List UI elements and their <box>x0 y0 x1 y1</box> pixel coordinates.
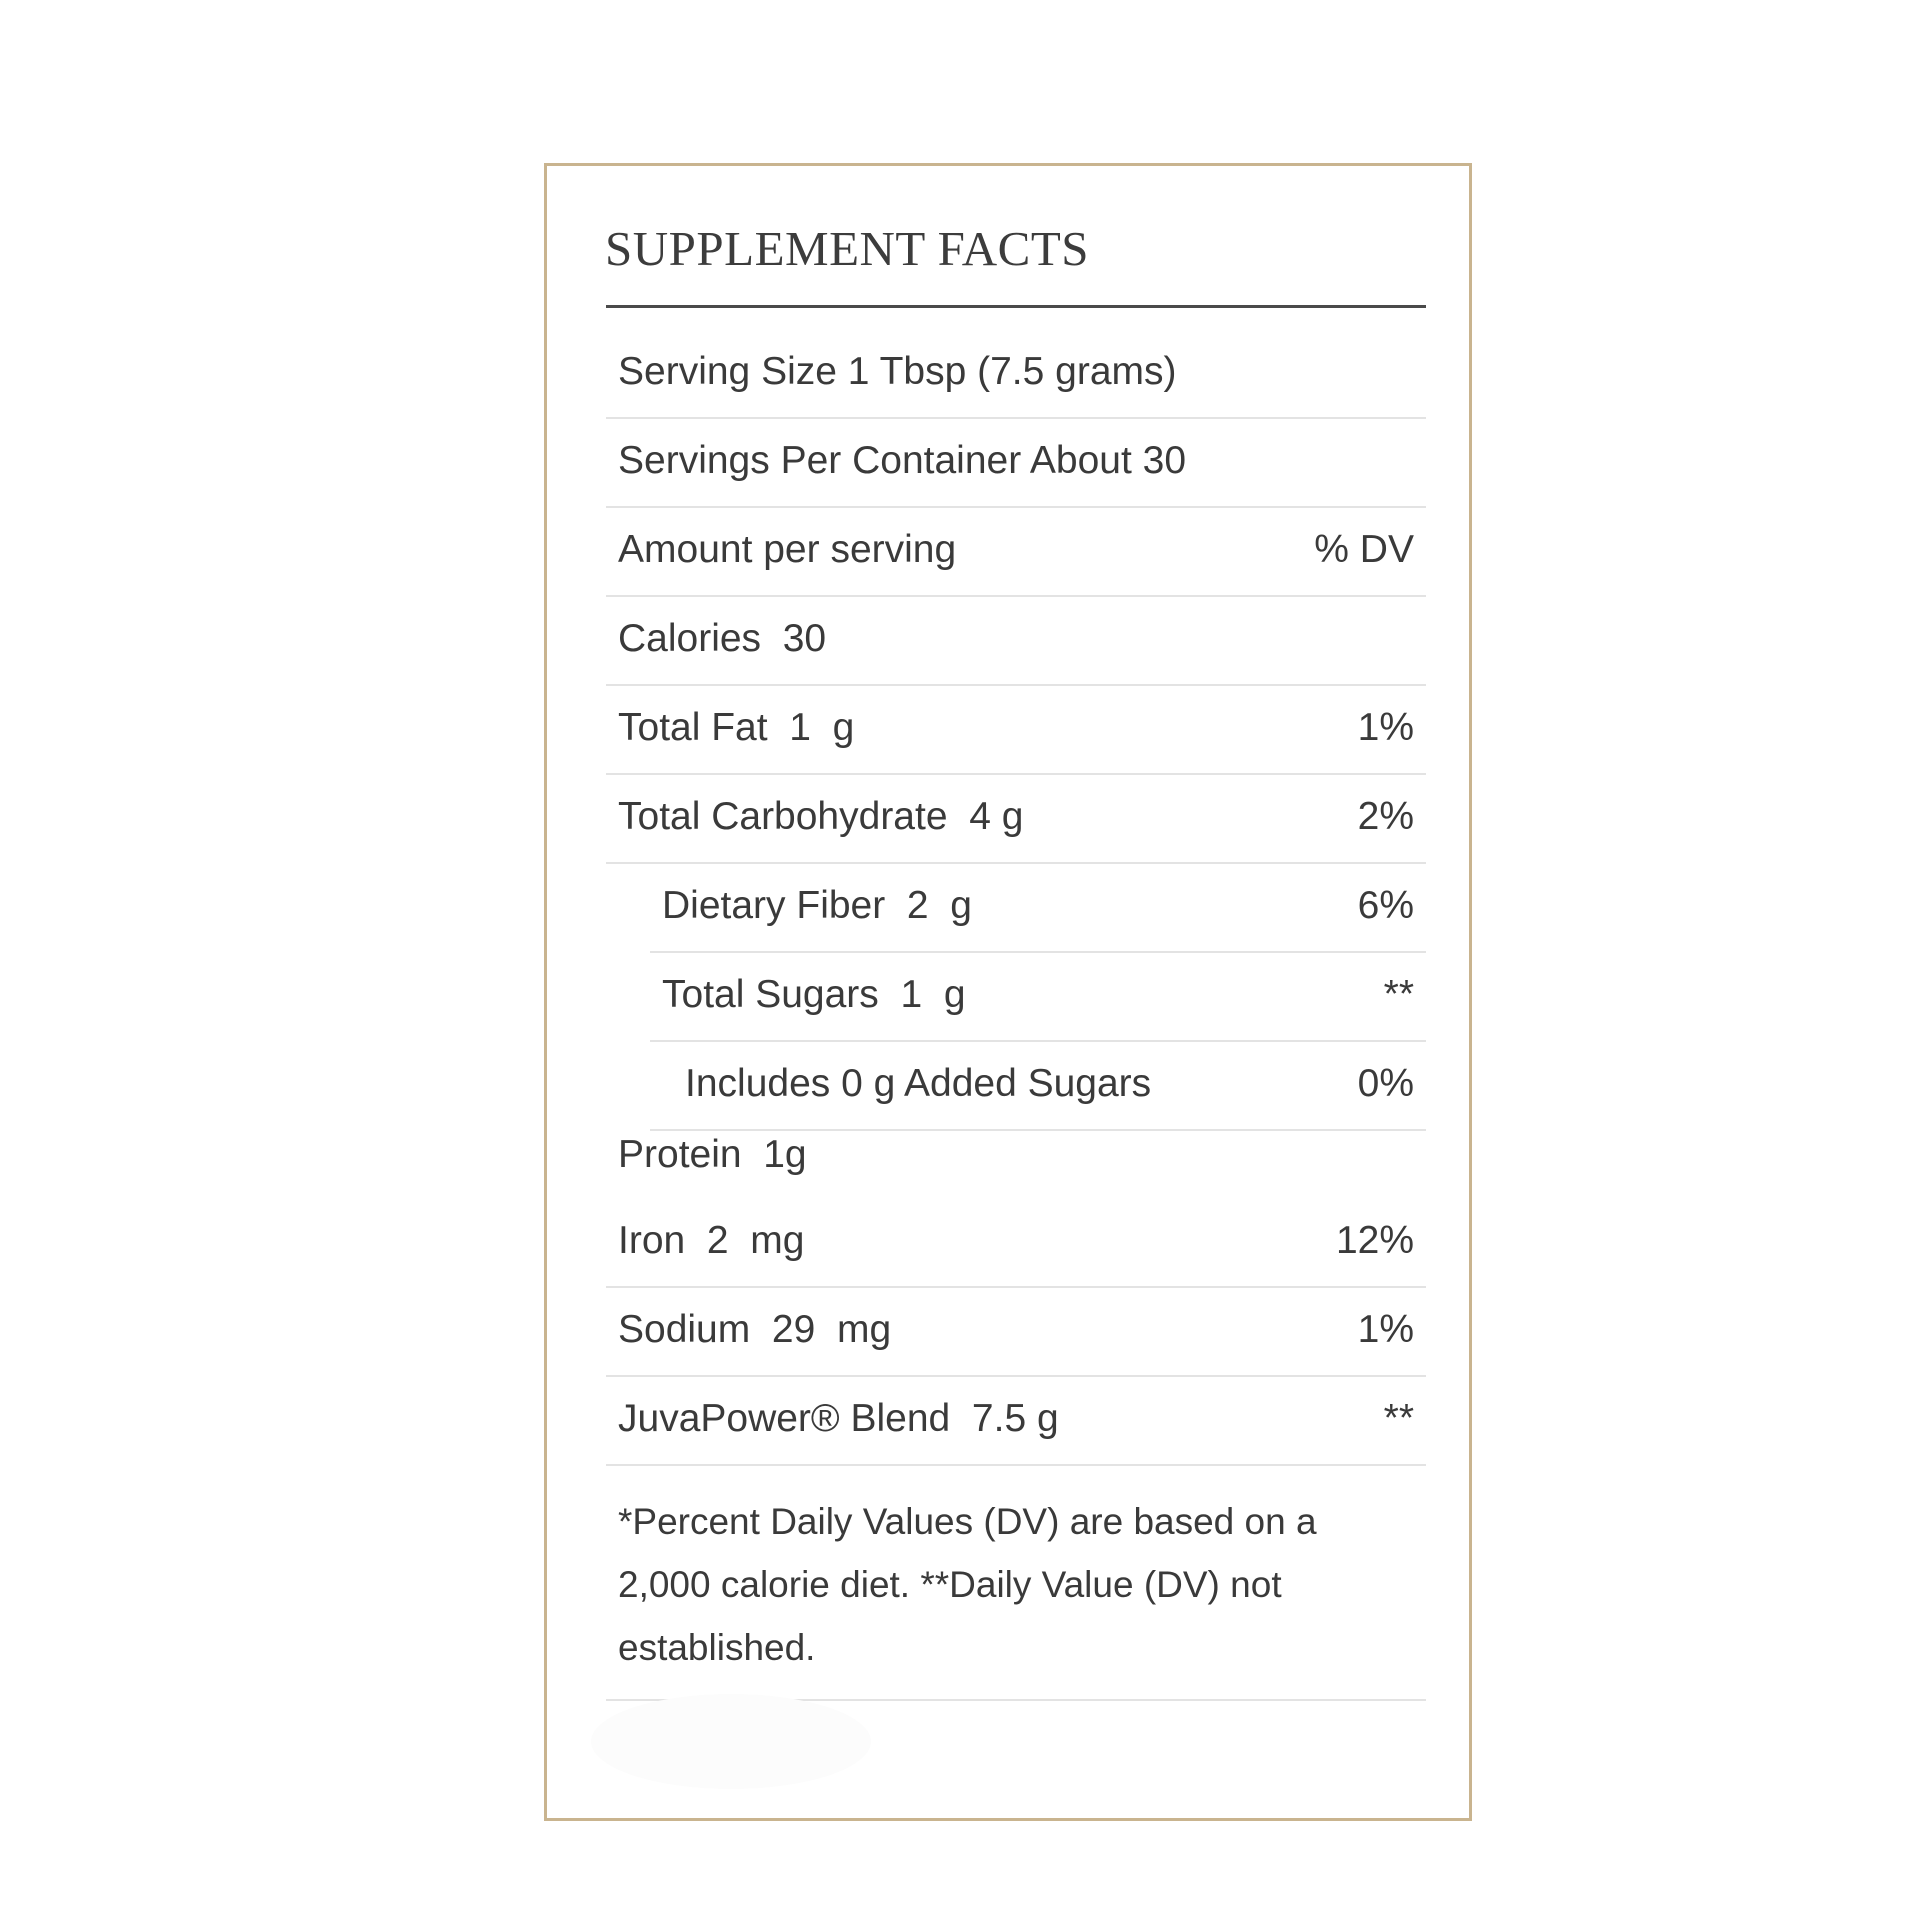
row-servings-per-container <box>606 419 1426 508</box>
row-label: Calories 30 <box>618 617 827 660</box>
row-total-sugars <box>650 953 1426 1042</box>
faint-smudge <box>591 1694 871 1789</box>
row-added-sugars <box>650 1042 1426 1131</box>
row-label: Dietary Fiber 2 g <box>662 884 972 927</box>
row-dv <box>1414 480 1426 506</box>
row-dv <box>1414 658 1426 684</box>
row-amount-header <box>606 508 1426 597</box>
dv-header: % DV <box>1314 528 1414 571</box>
row-sodium <box>606 1288 1426 1377</box>
row-label: Total Sugars 1 g <box>662 973 966 1016</box>
row-total-carbohydrate <box>606 775 1426 864</box>
row-label: Protein 1g <box>618 1133 807 1176</box>
row-label: Servings Per Container About 30 <box>618 439 1187 482</box>
row-dv: 1% <box>1357 706 1414 749</box>
row-dv: 6% <box>1357 884 1414 927</box>
row-label: Iron 2 mg <box>618 1219 805 1262</box>
row-protein <box>606 1131 1426 1200</box>
row-dv: 0% <box>1357 1062 1414 1105</box>
row-dv: ** <box>1383 973 1414 1016</box>
row-label: Sodium 29 mg <box>618 1308 892 1351</box>
row-label: Includes 0 g Added Sugars <box>685 1062 1152 1105</box>
row-label: Total Carbohydrate 4 g <box>618 795 1024 838</box>
row-calories <box>606 597 1426 686</box>
footnote: *Percent Daily Values (DV) are based on a 2,000 calorie diet. **Daily Value (DV) not established. <box>606 1466 1426 1701</box>
panel-title: SUPPLEMENT FACTS <box>605 221 1090 276</box>
row-juvapower-blend <box>606 1377 1426 1466</box>
row-serving-size <box>606 308 1426 419</box>
row-dv: ** <box>1383 1397 1414 1440</box>
row-label: JuvaPower® Blend 7.5 g <box>618 1397 1059 1440</box>
row-dv: 2% <box>1357 795 1414 838</box>
row-label: Serving Size 1 Tbsp (7.5 grams) <box>618 350 1177 393</box>
facts-table <box>606 308 1426 1701</box>
row-dv <box>1414 1174 1426 1200</box>
supplement-facts-panel <box>544 163 1472 1821</box>
row-total-fat <box>606 686 1426 775</box>
row-iron <box>606 1200 1426 1288</box>
row-label: Amount per serving <box>618 528 957 571</box>
row-dv <box>1414 391 1426 417</box>
row-dv: 12% <box>1335 1219 1414 1262</box>
row-dv: 1% <box>1357 1308 1414 1351</box>
row-label: Total Fat 1 g <box>618 706 855 749</box>
row-dietary-fiber <box>650 864 1426 953</box>
